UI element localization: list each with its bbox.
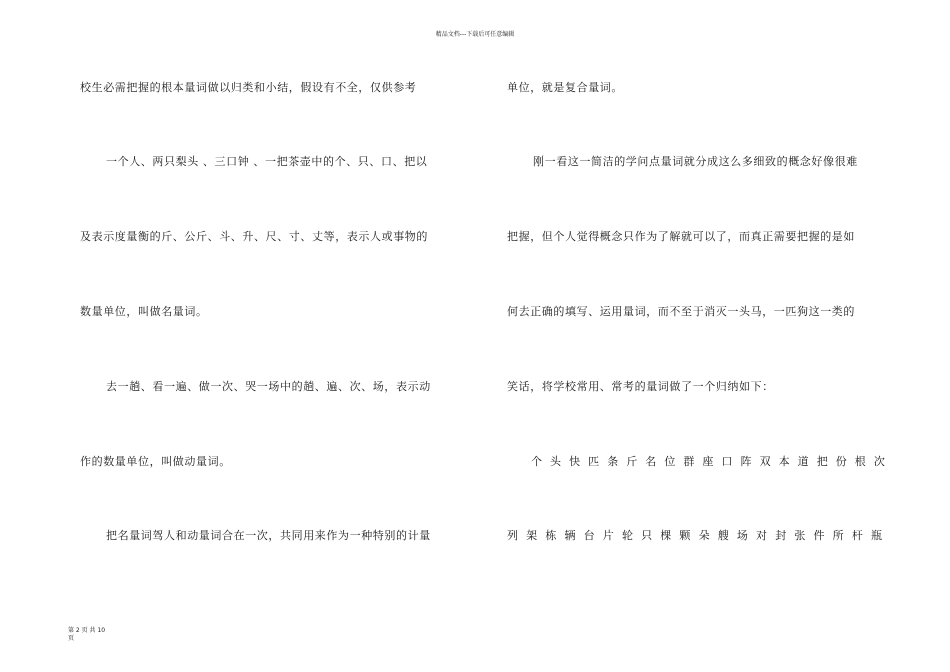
measure-word: 轮 (621, 529, 633, 542)
right-line-1: 单位，就是复合量词。 (507, 81, 623, 94)
measure-word: 道 (797, 455, 809, 468)
measure-word: 杆 (851, 529, 863, 542)
right-line-4: 何去正确的填写、运用量词，而不至于消灭一头马，一匹狗这一类的 (507, 305, 855, 318)
right-line-5: 笑话，将学校常用、常考的量词做了一个归纳如下： (507, 380, 774, 393)
measure-word: 架 (526, 529, 538, 542)
page-number-line-1: 第 2 页 共 10 (68, 627, 106, 634)
measure-word: 条 (607, 455, 619, 468)
measure-words-row-2 (507, 529, 882, 543)
measure-word: 件 (813, 529, 825, 542)
left-line-2: 一个人、两只梨头 、三口钟 、一把茶壶中的个、只、口、把以 (106, 155, 428, 168)
measure-word: 次 (873, 455, 885, 468)
measure-word: 座 (702, 455, 714, 468)
measure-word: 把 (816, 455, 828, 468)
measure-word: 匹 (588, 455, 600, 468)
measure-word: 位 (664, 455, 676, 468)
measure-word: 辆 (564, 529, 576, 542)
page-footer (68, 627, 128, 643)
measure-word: 本 (778, 455, 790, 468)
measure-word: 片 (602, 529, 614, 542)
measure-word: 场 (736, 529, 748, 542)
right-line-2: 刚一看这一简洁的学问点量词就分成这么多细致的概念好像很难 (533, 155, 858, 168)
right-line-3: 把握，但个人觉得概念只作为了解就可以了，而真正需要把握的是如 (507, 230, 855, 243)
measure-word: 双 (759, 455, 771, 468)
measure-word: 朵 (698, 529, 710, 542)
measure-word: 台 (583, 529, 595, 542)
measure-word: 张 (794, 529, 806, 542)
measure-word: 艘 (717, 529, 729, 542)
measure-word: 阵 (740, 455, 752, 468)
measure-word: 只 (641, 529, 653, 542)
measure-word: 瓶 (870, 529, 882, 542)
left-line-4: 数量单位，叫做名量词。 (80, 305, 208, 318)
measure-word: 封 (775, 529, 787, 542)
measure-word: 颗 (679, 529, 691, 542)
measure-word: 斤 (626, 455, 638, 468)
left-line-7: 把名量词驾人和动量词合在一次，共同用来作为一种特别的计量 (106, 529, 431, 542)
page-number-line-2: 页 (68, 635, 75, 642)
measure-word: 名 (645, 455, 657, 468)
measure-words-row-1 (507, 455, 885, 469)
measure-word: 对 (756, 529, 768, 542)
left-line-1: 校生必需把握的根本量词做以归类和小结，假设有不全，仅供参考 (80, 81, 417, 94)
measure-word: 棵 (660, 529, 672, 542)
measure-word: 列 (507, 529, 518, 542)
left-line-3: 及表示度量衡的斤、公斤、斗、升、尺、寸、丈等，表示人或事物的 (80, 230, 428, 243)
measure-word: 栋 (545, 529, 557, 542)
measure-word: 快 (569, 455, 581, 468)
page-header: 精品文档---下载后可任意编辑 (435, 31, 515, 38)
measure-word: 所 (832, 529, 844, 542)
measure-word: 头 (550, 455, 562, 468)
measure-word: 口 (721, 455, 733, 468)
measure-word: 份 (835, 455, 847, 468)
left-line-6: 作的数量单位，叫做动量词。 (80, 455, 231, 468)
measure-word: 群 (683, 455, 695, 468)
left-line-5: 去一趟、看一遍、做一次、哭一场中的趟、遍、次、场，表示动 (106, 380, 431, 393)
measure-word: 根 (854, 455, 866, 468)
measure-word: 个 (531, 455, 542, 468)
